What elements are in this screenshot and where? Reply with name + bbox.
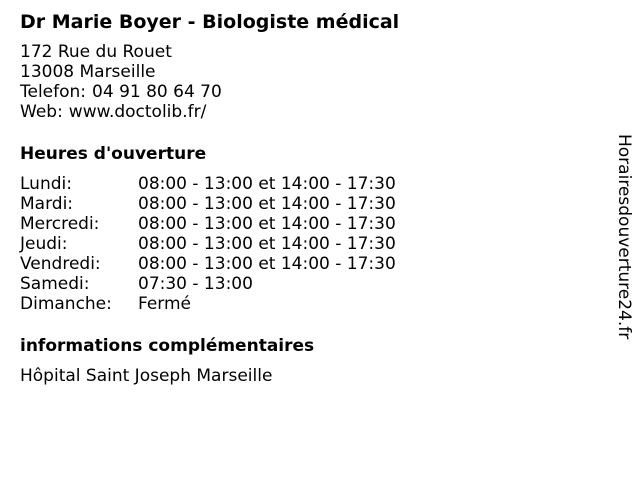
day-label: Dimanche: bbox=[20, 294, 112, 314]
hours-row bbox=[20, 174, 396, 194]
day-label: Mercredi: bbox=[20, 214, 100, 234]
street-address: 172 Rue du Rouet bbox=[20, 42, 172, 62]
info-section-title: informations complémentaires bbox=[20, 336, 315, 356]
phone-number[interactable]: 04 91 80 64 70 bbox=[92, 82, 222, 102]
page-title: Dr Marie Boyer - Biologiste médical bbox=[20, 11, 400, 33]
day-label: Lundi: bbox=[20, 174, 72, 194]
opening-time: 08:00 - 13:00 et 14:00 - 17:30 bbox=[138, 194, 396, 214]
hours-row bbox=[20, 194, 396, 214]
opening-time: 08:00 - 13:00 et 14:00 - 17:30 bbox=[138, 254, 396, 274]
phone-label: Telefon: bbox=[20, 82, 87, 102]
opening-time: Fermé bbox=[138, 294, 192, 314]
phone-line bbox=[20, 82, 600, 102]
site-brand-vertical[interactable]: Horairesdouverture24.fr bbox=[614, 134, 634, 340]
city-address: 13008 Marseille bbox=[20, 62, 156, 82]
hours-table bbox=[20, 174, 396, 314]
hours-row bbox=[20, 234, 396, 254]
day-label: Samedi: bbox=[20, 274, 90, 294]
day-label: Vendredi: bbox=[20, 254, 101, 274]
hours-row bbox=[20, 294, 396, 314]
opening-time: 08:00 - 13:00 et 14:00 - 17:30 bbox=[138, 214, 396, 234]
opening-time: 08:00 - 13:00 et 14:00 - 17:30 bbox=[138, 174, 396, 194]
web-label: Web: bbox=[20, 102, 63, 122]
hours-row bbox=[20, 274, 396, 294]
business-card bbox=[20, 10, 600, 386]
info-text: Hôpital Saint Joseph Marseille bbox=[20, 366, 273, 386]
opening-time: 07:30 - 13:00 bbox=[138, 274, 253, 294]
day-label: Mardi: bbox=[20, 194, 74, 214]
hours-row bbox=[20, 254, 396, 274]
opening-time: 08:00 - 13:00 et 14:00 - 17:30 bbox=[138, 234, 396, 254]
web-link[interactable]: www.doctolib.fr/ bbox=[68, 102, 207, 122]
web-line bbox=[20, 102, 600, 122]
day-label: Jeudi: bbox=[20, 234, 68, 254]
hours-row bbox=[20, 214, 396, 234]
hours-section-title: Heures d'ouverture bbox=[20, 144, 207, 164]
address-block bbox=[20, 42, 600, 122]
